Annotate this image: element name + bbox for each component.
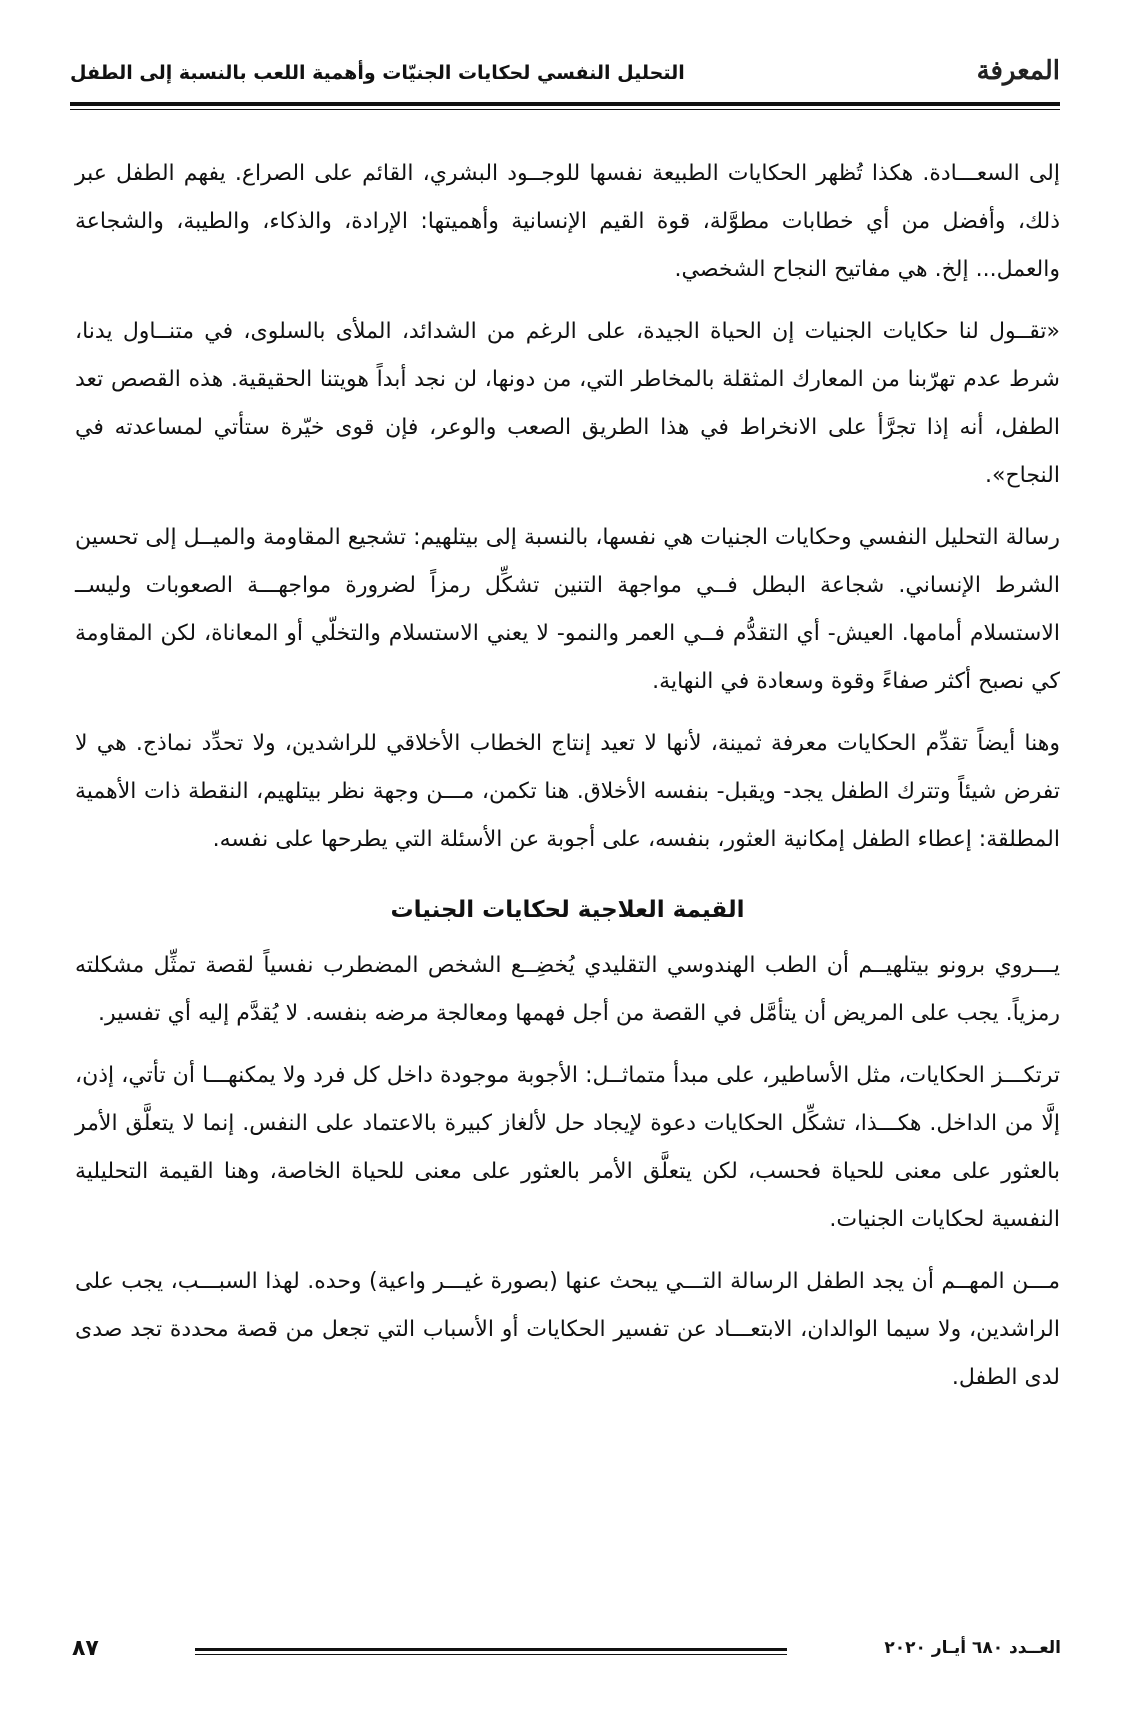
- page-header: [70, 54, 1060, 96]
- paragraph: مـــن المهــم أن يجد الطفل الرسالة التـــي يبحث عنها (بصورة غيـــر واعية) وحده. لهذا السبـــب، يجب على الراشدين، ولا سيما الوالدان، الابتعـــاد عن تفسير الحكايات أو الأسباب التي تجعل من قصة محددة تجد صدى لدى الطفل.: [75, 1269, 1060, 1390]
- paragraph: «تقــول لنا حكايات الجنيات إن الحياة الجيدة، على الرغم من الشدائد، الملأى بالسلوى، في متنــاول يدنا، شرط عدم تهرّبنا من المعارك المثقلة بالمخاطر التي، من دونها، لن نجد أبداً هويتنا الحقيقية. هذه القصص تعد الطفل، أنه إذا تجرَّأ على الانخراط في هذا الطريق الصعب والوعر، فإن قوى خيّرة ستأتي لمساعدته في النجاح».: [75, 319, 1060, 488]
- page-number: ٨٧: [72, 1636, 99, 1661]
- paragraph: يـــروي برونو بيتلهيــم أن الطب الهندوسي التقليدي يُخضِــع الشخص المضطرب نفسياً لقصة تمثِّل مشكلته رمزياً. يجب على المريض أن يتأمَّل في القصة من أجل فهمها ومعالجة مرضه بنفسه. لا يُقدَّم إليه أي تفسير.: [75, 953, 1060, 1026]
- issue-info: العــدد ٦٨٠ أيـار ٢٠٢٠: [884, 1638, 1061, 1658]
- header-rule-thin: [70, 109, 1060, 110]
- header-rule: [70, 102, 1060, 106]
- paragraph: وهنا أيضاً تقدِّم الحكايات معرفة ثمينة، لأنها لا تعيد إنتاج الخطاب الأخلاقي للراشدين، ولا تحدِّد نماذج. هي لا تفرض شيئاً وتترك الطفل يجد- ويقبل- بنفسه الأخلاق. هنا تكمن، مـــن وجهة نظر بيتلهيم، النقطة ذات الأهمية المطلقة: إعطاء الطفل إمكانية العثور، بنفسه، على أجوبة عن الأسئلة التي يطرحها على نفسه.: [75, 731, 1060, 852]
- footer-rule: [195, 1648, 787, 1651]
- footer-rule-thin: [195, 1654, 787, 1655]
- article-body: [75, 150, 1060, 1416]
- paragraph: رسالة التحليل النفسي وحكايات الجنيات هي نفسها، بالنسبة إلى بيتلهيم: تشجيع المقاومة والميــل إلى تحسين الشرط الإنساني. شجاعة البطل فــي مواجهة التنين تشكِّل رمزاً لضرورة مواجهـــة الصعوبات وليســ الاستسلام أمامها. العيش- أي التقدُّم فــي العمر والنمو- لا يعني الاستسلام والتخلّي أو المعاناة، لكن المقاومة كي نصبح أكثر صفاءً وقوة وسعادة في النهاية.: [75, 525, 1060, 694]
- paragraph: إلى السعـــادة. هكذا تُظهر الحكايات الطبيعة نفسها للوجــود البشري، القائم على الصراع. يفهم الطفل عبر ذلك، وأفضل من أي خطابات مطوَّلة، قوة القيم الإنسانية وأهميتها: الإرادة، والذكاء، والطيبة، والشجاعة والعمل... إلخ. هي مفاتيح النجاح الشخصي.: [75, 161, 1060, 282]
- section-heading: القيمة العلاجية لحكايات الجنيات: [390, 897, 745, 923]
- paragraph: ترتكـــز الحكايات، مثل الأساطير، على مبدأ متماثــل: الأجوبة موجودة داخل كل فرد ولا يمكنهـــا أن تأتي، إذن، إلَّا من الداخل. هكـــذا، تشكِّل الحكايات دعوة لإيجاد حل لألغاز كبيرة بالاعتماد على النفس. إنما لا يتعلَّق الأمر بالعثور على معنى للحياة فحسب، لكن يتعلَّق الأمر بالعثور على معنى للحياة الخاصة، وهنا القيمة التحليلية النفسية لحكايات الجنيات.: [75, 1063, 1060, 1232]
- running-title: التحليل النفسي لحكايات الجنيّات وأهمية اللعب بالنسبة إلى الطفل: [70, 62, 685, 84]
- magazine-logo: المعرفة: [976, 56, 1060, 86]
